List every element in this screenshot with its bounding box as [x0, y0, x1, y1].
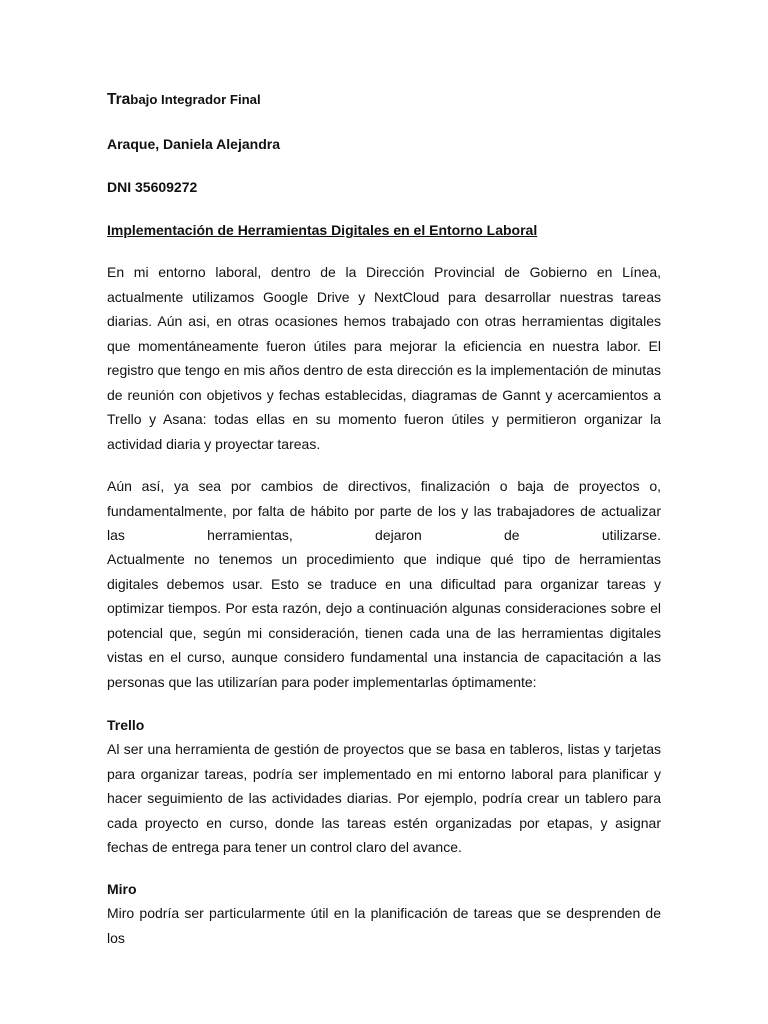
paragraph-context: En mi entorno laboral, dentro de la Dirección Provincial de Gobierno en Línea, actualmente utilizamos Google Drive y NextCloud para desarrollar nuestras tareas diarias. Aún asi, en otras ocasiones hemos trabajado con otras herramientas digitales que momentáneamente fueron útiles para mejorar la eficiencia en nuestra labor. El registro que tengo en mis años dentro de esta dirección es la implementación de minutas de reunión con objetivos y fechas establecidas, diagramas de Gannt y acercamientos a Trello y Asana: todas ellas en su momento fueron útiles y permitieron organizar la actividad diaria y proyectar tareas. — [107, 264, 661, 452]
document-title-rest: bajo Integrador Final — [130, 92, 261, 107]
miro-heading: Miro — [107, 881, 137, 897]
trello-paragraph: Al ser una herramienta de gestión de proyectos que se basa en tableros, listas y tarjetas para organizar tareas, podría ser implementado en mi entorno laboral para planificar y hacer seguimiento de las actividades diarias. Por ejemplo, podría crear un tablero para cada proyecto en curso, donde las tareas estén organizadas por etapas, y asignar fechas de entrega para tener un control claro del avance. — [107, 741, 661, 855]
document-title — [107, 88, 661, 113]
miro-paragraph: Miro podría ser particularmente útil en la planificación de tareas que se desprenden de los — [107, 905, 661, 946]
document-title-prefix: Tra — [107, 91, 131, 108]
paragraph-proposal: Actualmente no tenemos un procedimiento que indique qué tipo de herramientas digitales debemos usar. Esto se traduce en una dificultad para organizar tareas y optimizar tiempos. Por esta razón, dejo a continuación algunas consideraciones sobre el potencial que, según mi consideración, tienen cada una de las herramientas digitales vistas en el curso, aunque considero fundamental una instancia de capacitación a las personas que las utilizarían para poder implementarlas óptimamente: — [107, 551, 661, 690]
author-name: Araque, Daniela Alejandra — [107, 136, 280, 152]
trello-heading: Trello — [107, 717, 145, 733]
document-page — [107, 0, 661, 1024]
dni-number: DNI 35609272 — [107, 179, 198, 195]
paragraph-problem: Aún así, ya sea por cambios de directivos, finalización o baja de proyectos o, fundamentalmente, por falta de hábito por parte de los y las trabajadores de actualizar las herramientas, dejaron de utilizarse. — [107, 478, 661, 543]
section-heading: Implementación de Herramientas Digitales en el Entorno Laboral — [107, 222, 538, 238]
